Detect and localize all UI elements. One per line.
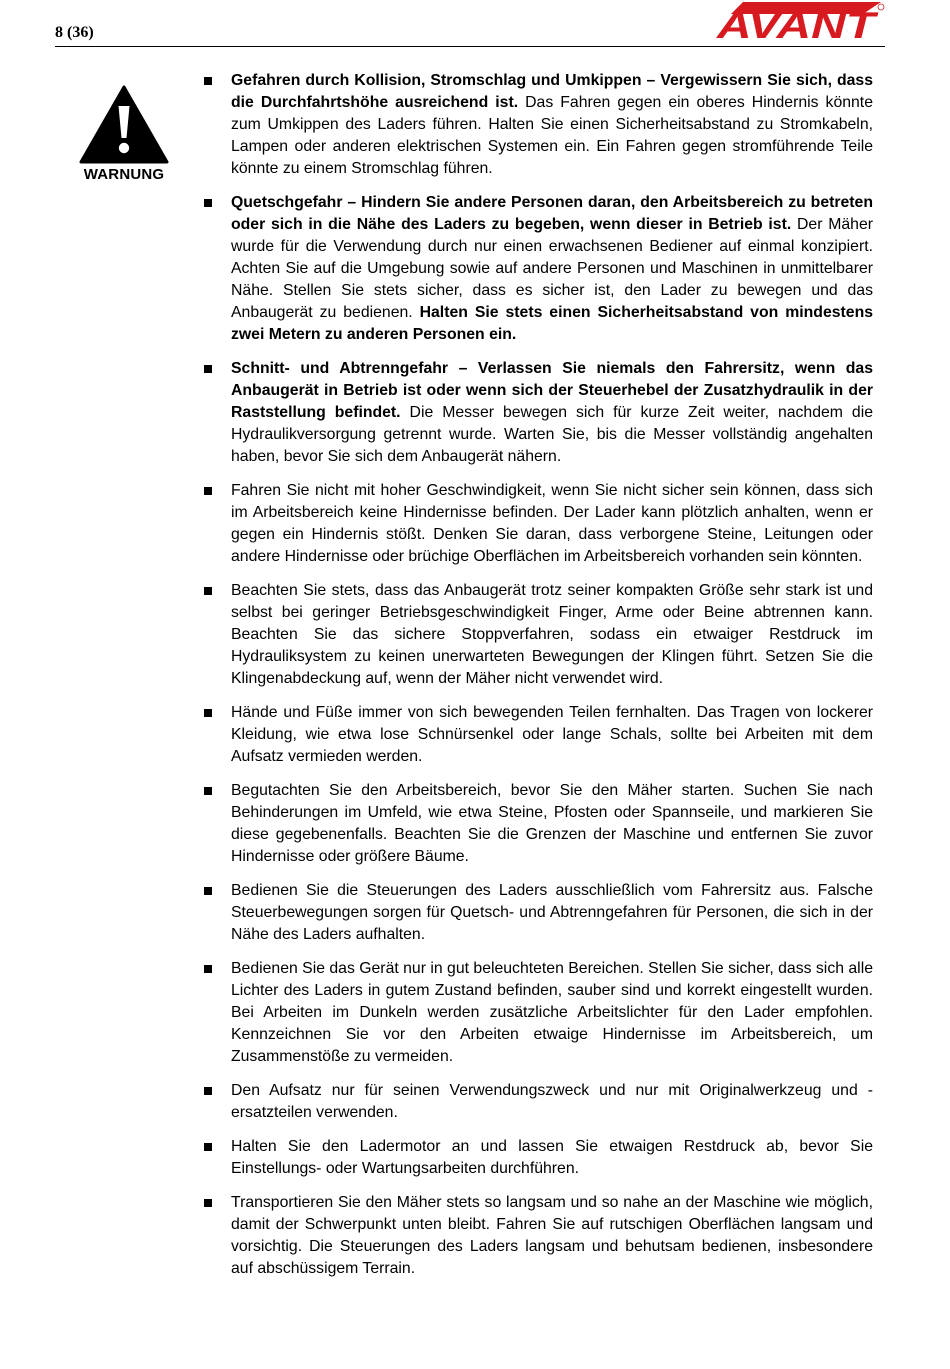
- instruction-bold-text: Gefahren durch Kollision, Stromschlag und Umkippen – Vergewissern Sie sich, dass die Durchfahrtshöhe ausreichend ist.: [231, 72, 873, 111]
- warning-label: WARNUNG: [83, 166, 165, 183]
- bullet-square-icon: [204, 587, 212, 595]
- bullet-square-icon: [204, 965, 212, 973]
- bullet-square-icon: [204, 1087, 212, 1095]
- bullet-square-icon: [204, 365, 212, 373]
- warning-block: [78, 84, 170, 183]
- instruction-text: Der Mäher wurde für die Verwendung durch nur einen erwachsenen Bediener auf einmal konzipiert. Achten Sie auf die Umgebung sowie auf andere Personen und Maschinen in unmittelbarer Nähe. Stellen Sie stets sicher, dass es sicher ist, den Lader zu bewegen und das Anbaugerät zu bedienen.: [231, 216, 873, 321]
- instruction-text: Die Messer bewegen sich für kurze Zeit weiter, nachdem die Hydraulikversorgung getrennt wurde. Warten Sie, bis die Messer vollständig angehalten haben, bevor Sie sich dem Anbaugerät nähern.: [231, 404, 873, 465]
- instruction-bold-text: Halten Sie stets einen Sicherheitsabstand von mindestens zwei Metern zu anderen Personen ein.: [231, 304, 873, 343]
- bullet-square-icon: [204, 77, 212, 85]
- avant-logo: [713, 2, 885, 40]
- instruction-text: Bedienen Sie das Gerät nur in gut beleuchteten Bereichen. Stellen Sie sicher, dass sich alle Lichter des Laders in gutem Zustand befinden, sauber sind und korrekt eingestellt wurden. Bei Arbeiten im Dunkeln werden zusätzliche Arbeitslichter für den Lader empfohlen. Kennzeichnen Sie vor den Arbeiten etwaige Hindernisse im Arbeitsbereich, um Zusammenstöße zu vermeiden.: [231, 960, 873, 1065]
- warning-triangle-icon: [79, 84, 169, 164]
- safety-instruction-item: [200, 702, 873, 768]
- safety-instruction-item: [200, 1136, 873, 1180]
- bullet-square-icon: [204, 887, 212, 895]
- bullet-square-icon: [204, 199, 212, 207]
- safety-instruction-item: [200, 1192, 873, 1280]
- safety-instruction-item: [200, 780, 873, 868]
- safety-instruction-item: [200, 192, 873, 346]
- instruction-text: Begutachten Sie den Arbeitsbereich, bevor Sie den Mäher starten. Suchen Sie nach Behinderungen im Umfeld, wie etwa Steine, Pfosten oder Spannseile, und markieren Sie diese gegebenenfalls. Beachten Sie die Grenzen der Maschine und entfernen Sie zuvor Hindernisse oder größere Bäume.: [231, 782, 873, 865]
- safety-instructions-list: [200, 70, 873, 1292]
- instruction-text: Hände und Füße immer von sich bewegenden Teilen fernhalten. Das Tragen von lockerer Kleidung, wie etwa lose Schnürsenkel oder lange Schals, sollte bei Arbeiten mit dem Aufsatz vermieden werden.: [231, 704, 873, 765]
- instruction-text: Transportieren Sie den Mäher stets so langsam und so nahe an der Maschine wie möglich, damit der Schwerpunkt unten bleibt. Fahren Sie auf rutschigen Oberflächen langsam und vorsichtig. Die Steuerungen des Laders langsam und behutsam bedienen, insbesondere auf abschüssigem Terrain.: [231, 1194, 873, 1277]
- safety-instruction-item: [200, 70, 873, 180]
- safety-instruction-item: [200, 580, 873, 690]
- page-header: [55, 0, 885, 47]
- bullet-square-icon: [204, 1199, 212, 1207]
- safety-instruction-item: [200, 880, 873, 946]
- logo-wordmark: AVANT: [715, 5, 880, 40]
- instruction-text: Bedienen Sie die Steuerungen des Laders ausschließlich vom Fahrersitz aus. Falsche Steuerbewegungen sorgen für Quetsch- und Abtrenngefahren für Personen, die sich in der Nähe des Laders aufhalten.: [231, 882, 873, 943]
- bullet-square-icon: [204, 487, 212, 495]
- instruction-text: Das Fahren gegen ein oberes Hindernis könnte zum Umkippen des Laders führen. Halten Sie einen Sicherheitsabstand zu Stromkabeln, Lampen oder anderen elektrischen Systemen ein. Ein Fahren gegen stromführende Teile könnte zu einem Stromschlag führen.: [231, 94, 873, 177]
- safety-instruction-item: [200, 958, 873, 1068]
- instruction-bold-text: Schnitt- und Abtrenngefahr – Verlassen Sie niemals den Fahrersitz, wenn das Anbaugerät in Betrieb ist oder wenn sich der Steuerhebel der Zusatzhydraulik in der Raststellung befindet.: [231, 360, 873, 421]
- safety-instruction-item: [200, 480, 873, 568]
- bullet-square-icon: [204, 1143, 212, 1151]
- instruction-text: Halten Sie den Ladermotor an und lassen Sie etwaigen Restdruck ab, bevor Sie Einstellungs- oder Wartungsarbeiten durchführen.: [231, 1138, 873, 1177]
- instruction-bold-text: Quetschgefahr – Hindern Sie andere Personen daran, den Arbeitsbereich zu betreten oder sich in die Nähe des Laders zu begeben, wenn dieser in Betrieb ist.: [231, 194, 873, 233]
- bullet-square-icon: [204, 787, 212, 795]
- bullet-square-icon: [204, 709, 212, 717]
- instruction-text: Beachten Sie stets, dass das Anbaugerät trotz seiner kompakten Größe sehr stark ist und selbst bei geringer Betriebsgeschwindigkeit Finger, Arme oder Beine abtrennen kann. Beachten Sie das sichere Stoppverfahren, sodass ein etwaiger Restdruck im Hydrauliksystem zu keinen unerwarteten Bewegungen der Klingen führt. Setzen Sie die Klingenabdeckung auf, wenn der Mäher nicht verwendet wird.: [231, 582, 873, 687]
- page-number: 8 (36): [55, 24, 94, 41]
- instruction-text: Fahren Sie nicht mit hoher Geschwindigkeit, wenn Sie nicht sicher sein können, dass sich im Arbeitsbereich keine Hindernisse befinden. Der Lader kann plötzlich anhalten, wenn er gegen ein Hindernis stößt. Denken Sie daran, dass verborgene Steine, Leitungen oder andere Hindernisse oder brüchige Oberflächen im Arbeitsbereich vorhanden sein könnten.: [231, 482, 873, 565]
- instruction-text: Den Aufsatz nur für seinen Verwendungszweck und nur mit Originalwerkzeug und -ersatzteilen verwenden.: [231, 1082, 873, 1121]
- safety-instruction-item: [200, 1080, 873, 1124]
- safety-instruction-item: [200, 358, 873, 468]
